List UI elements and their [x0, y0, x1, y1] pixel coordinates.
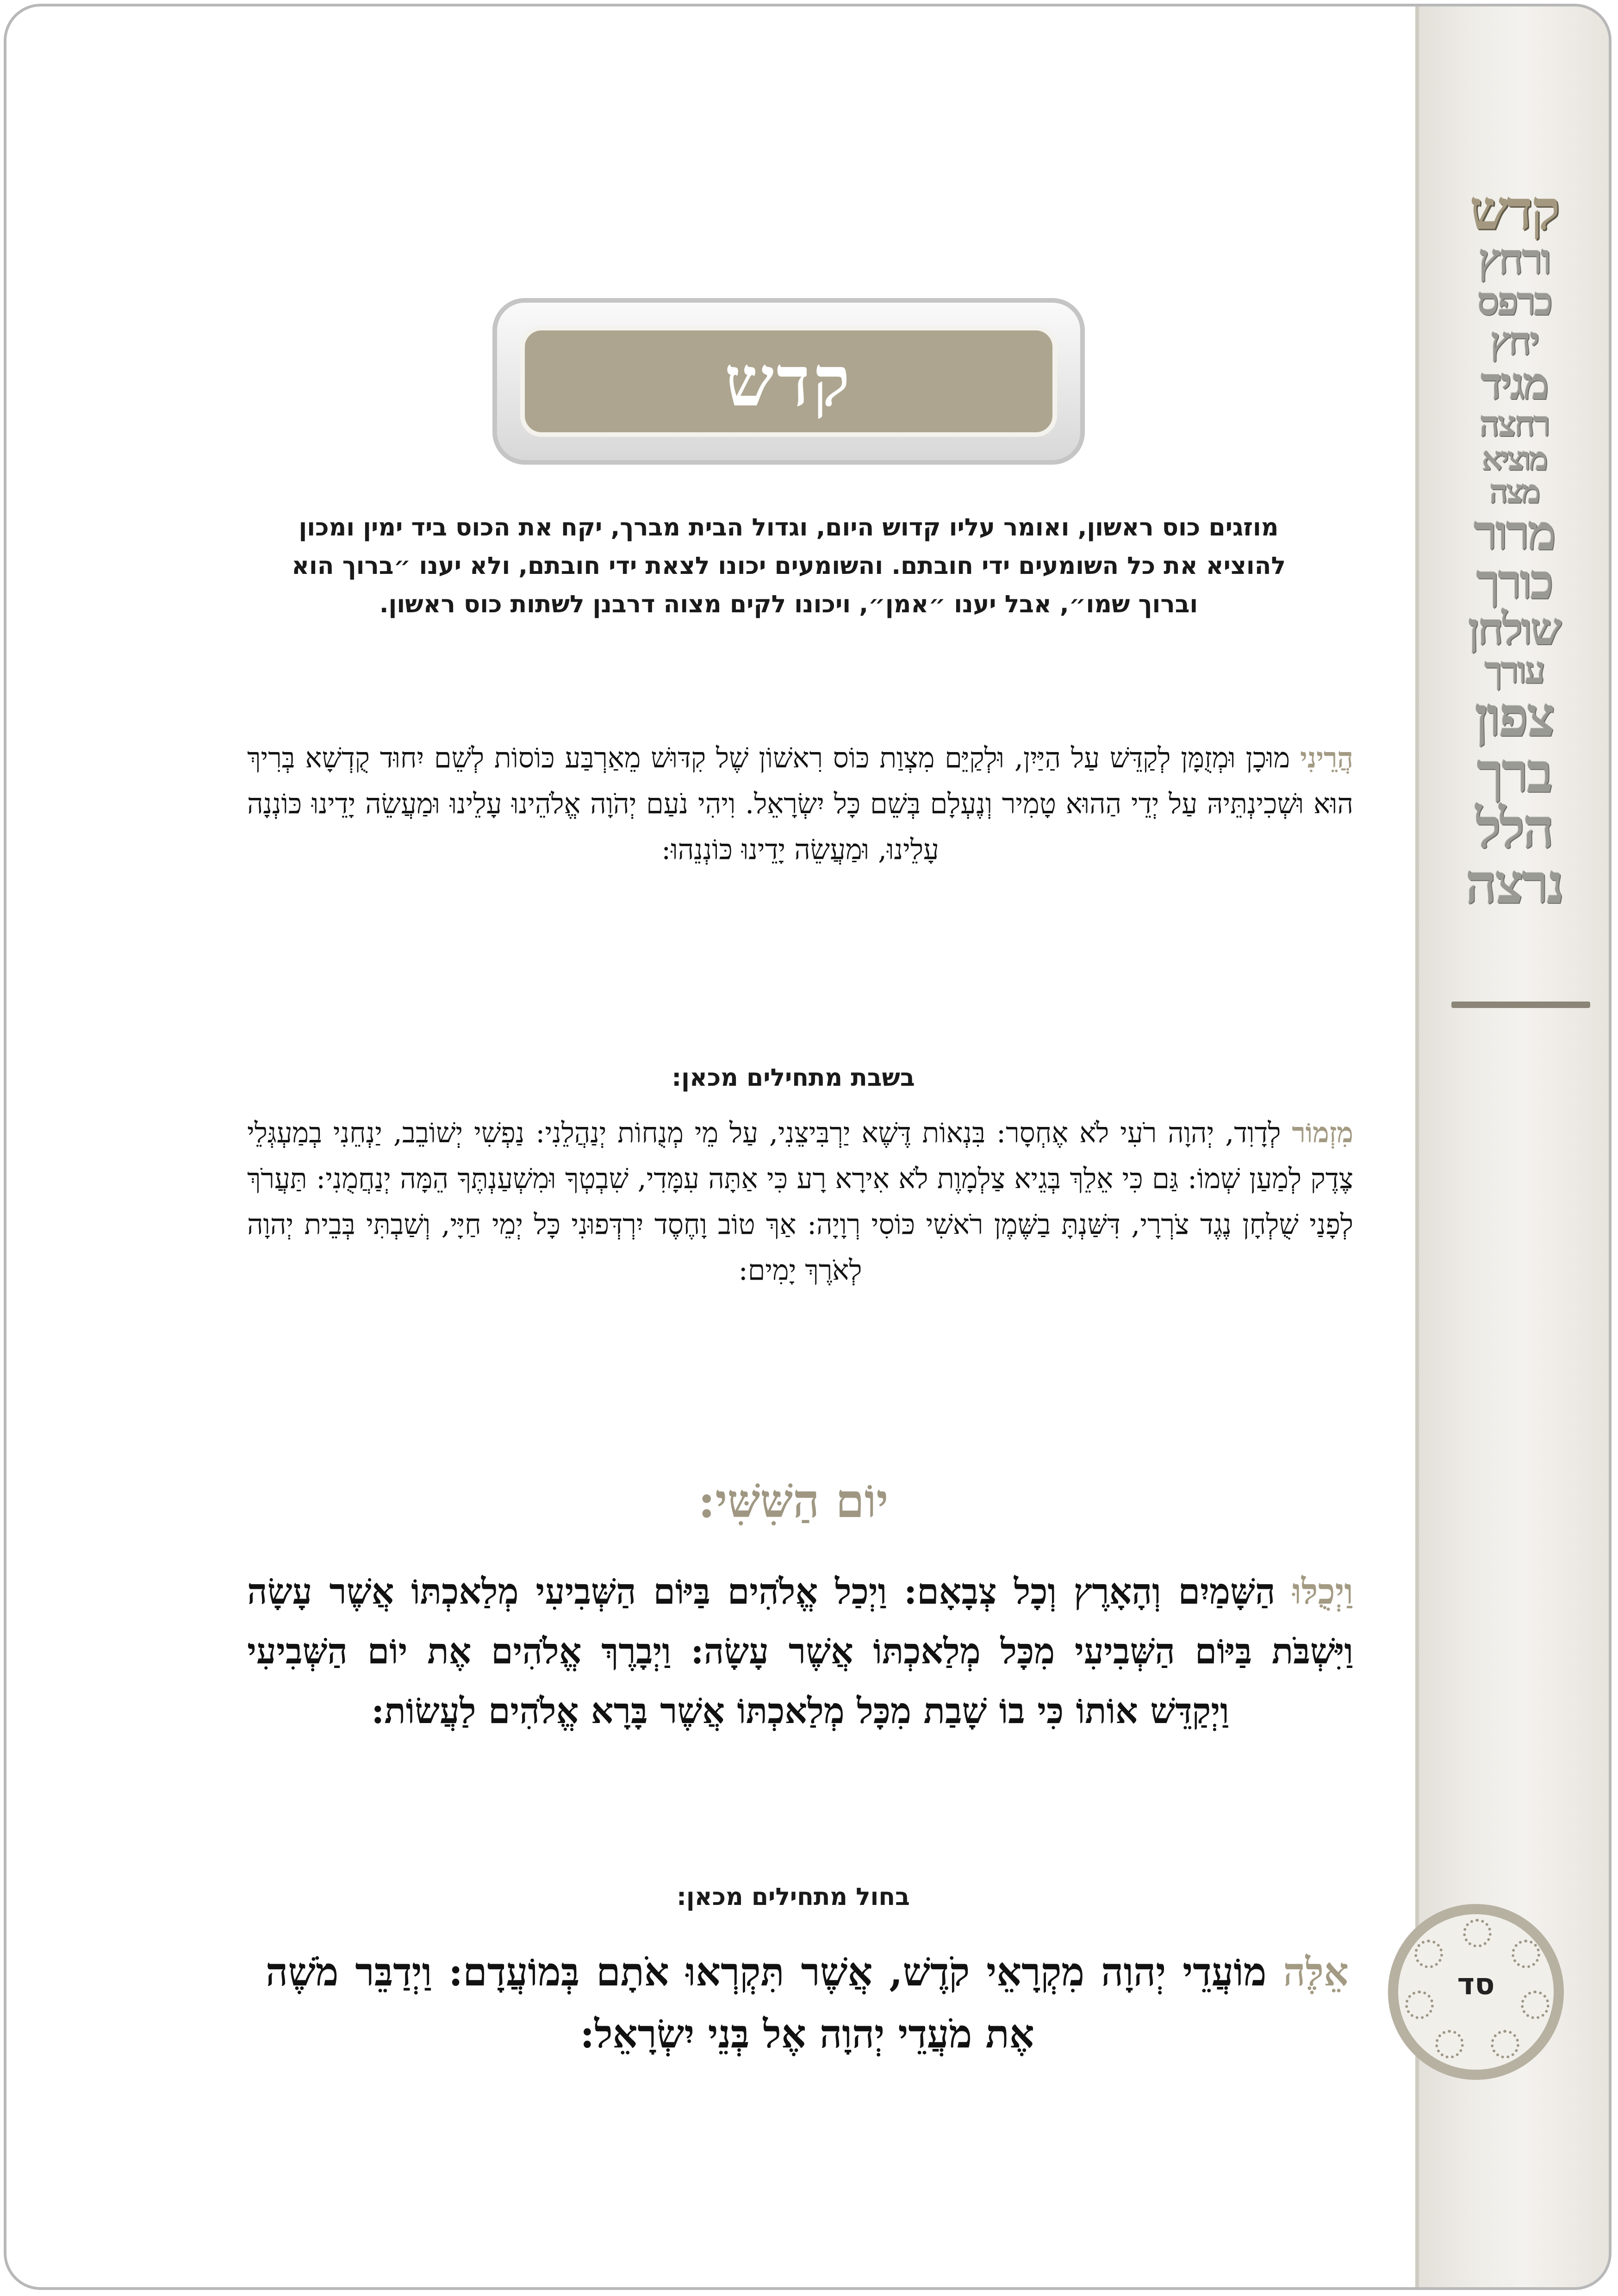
seder-underline	[1451, 1002, 1590, 1008]
seder-step-yachatz[interactable]: יחץ	[1490, 317, 1538, 364]
mizmor-paragraph	[247, 1110, 1353, 1294]
page-title: קדש	[724, 341, 853, 422]
mizmor-text: לְדָוִד, יְהוָה רֹעִי לֹא אֶחְסָר: בִּנְאוֹת דֶּשֶׁא יַרְבִּיצֵנִי, עַל מֵי מְנֻחוֹת יְנַהֲלֵנִי: נַפְשִׁי יְשׁוֹבֵב, יַנְחֵנִי בְמַעְגְּלֵי צֶדֶק לְמַעַן שְׁמוֹ: גַּם כִּי אֵלֵךְ בְּגֵיא צַלְמָוֶת לֹא אִירָא רָע כִּי אַתָּה עִמָּדִי, שִׁבְטְךָ וּמִשְׁעַנְתֶּךָ הֵמָּה יְנַחֲמֻנִי: תַּעֲרֹךְ לְפָנַי שֻׁלְחָן נֶגֶד צֹרְרָי, דִּשַּׁנְתָּ בַשֶּׁמֶן רֹאשִׁי כּוֹסִי רְוָיָה: אַךְ טוֹב וָחֶסֶד יִרְדְּפוּנִי כָּל יְמֵי חַיָּי, וְשַׁבְתִּי בְּבֵית יְהוָה לְאֹרֶךְ יָמִים:	[247, 1117, 1354, 1287]
decorative-ring-icon	[1435, 2030, 1464, 2059]
seder-step-matza[interactable]: מצה	[1489, 472, 1539, 511]
page-frame	[4, 4, 1612, 2290]
hineni-text: מוּכָן וּמְזֻמָּן לְקַדֵּשׁ עַל הַיַּיִן, וּלְקַיֵּם מִצְוַת כּוֹס רִאשׁוֹן שֶׁל קִדּוּשׁ מֵאַרְבַּע כּוֹסוֹת לְשֵׁם יִחוּד קֻדְשָׁא בְּרִיךְ הוּא וּשְׁכִינְתֵּיהּ עַל יְדֵי הַהוּא טָמִיר וְנֶעְלָם בְּשֵׁם כָּל יִשְׂרָאֵל. וִיהִי נֹעַם יְהֹוָה אֱלֹהֵינוּ עָלֵינוּ וּמַעֲשֵׂה יָדֵינוּ כּוֹנְנָה עָלֵינוּ, וּמַעֲשֵׂה יָדֵינוּ כּוֹנְנֵהוּ:	[247, 742, 1353, 866]
instruction-main: מוזגים כוס ראשון, ואומר עליו קדוש היום, וגדול הבית מברך, יקח את הכוס ביד ימין ומכון להוציא את כל השומעים ידי חובתם. והשומעים יכונו לצאת ידי חובתם, ולא יענו ״ברוך הוא וברוך שמו״, אבל יענו ״אמן״, ויכונו לקים מצוה דרבנן לשתות כוס ראשון.	[292, 514, 1286, 619]
page-number: סד	[1457, 1967, 1495, 2002]
decorative-ring-icon	[1491, 2030, 1519, 2059]
title-plaque	[520, 326, 1057, 437]
seder-step-karpas[interactable]: כרפס	[1477, 278, 1551, 324]
yom-hashishi-heading: יוֹם הַשִּׁשִּׁי:	[698, 1474, 889, 1528]
seder-step-maror[interactable]: מרור	[1473, 504, 1555, 561]
seder-step-kadesh[interactable]: קדש	[1469, 178, 1558, 242]
seder-step-orech[interactable]: עורך	[1484, 648, 1544, 692]
seder-step-tzafun[interactable]: צפון	[1474, 684, 1554, 749]
seder-step-barech[interactable]: ברך	[1476, 740, 1551, 805]
page-number-badge	[1388, 1904, 1564, 2080]
seder-step-urchatz[interactable]: ורחץ	[1478, 234, 1550, 285]
mizmor-lead-word: מִזְמוֹר	[1292, 1117, 1353, 1149]
eleh-text: מוֹעֲדֵי יְהוָה מִקְרָאֵי קֹדֶשׁ, אֲשֶׁר תִּקְרְאוּ אֹתָם בְּמוֹעֲדָם: וַיְדַבֵּר מֹשֶׁה אֶת מֹעֲדֵי יְהוָה אֶל בְּנֵי יִשְׂרָאֵל:	[266, 1949, 1267, 2057]
hineni-paragraph	[247, 735, 1353, 873]
eleh-paragraph	[266, 1941, 1349, 2066]
vayechulu-lead-word: וַיְכֻלּוּ	[1292, 1571, 1353, 1612]
seder-step-nirtza[interactable]: נרצה	[1465, 852, 1563, 916]
vayechulu-paragraph	[247, 1562, 1353, 1741]
seder-step-korech[interactable]: כורך	[1476, 553, 1552, 610]
shabbat-instruction: בשבת מתחילים מכאן:	[672, 1064, 915, 1092]
decorative-ring-icon	[1414, 1940, 1443, 1968]
eleh-lead-word: אֵלֶּה	[1283, 1949, 1349, 1995]
seder-step-motzi[interactable]: מוציא	[1481, 439, 1546, 478]
seder-step-hallel[interactable]: הלל	[1475, 796, 1553, 861]
vayechulu-text: הַשָּׁמַיִם וְהָאָרֶץ וְכָל צְבָאָם: וַיְכַל אֱלֹהִים בַּיּוֹם הַשְּׁבִיעִי מְלַאכְתּוֹ אֲשֶׁר עָשָׂה וַיִּשְׁבֹּת בַּיּוֹם הַשְּׁבִיעִי מִכָּל מְלַאכְתּוֹ אֲשֶׁר עָשָׂה: וַיְבָרֶךְ אֱלֹהִים אֶת יוֹם הַשְּׁבִיעִי וַיְקַדֵּשׁ אוֹתוֹ כִּי בוֹ שָׁבַת מִכָּל מְלַאכְתּוֹ אֲשֶׁר בָּרָא אֱלֹהִים לַעֲשׂוֹת:	[247, 1571, 1353, 1732]
decorative-ring-icon	[1463, 1919, 1492, 1948]
title-frame	[492, 298, 1085, 465]
seder-steps-list	[1419, 178, 1609, 916]
seder-step-shulchan[interactable]: שולחן	[1468, 602, 1560, 655]
seder-step-rachtza[interactable]: רחצה	[1479, 403, 1549, 445]
hineni-lead-word: הֲרֵינִי	[1300, 742, 1353, 774]
weekday-instruction: בחול מתחילים מכאן:	[677, 1883, 910, 1911]
seder-step-maggid[interactable]: מגיד	[1481, 357, 1547, 410]
decorative-ring-icon	[1512, 1940, 1540, 1968]
